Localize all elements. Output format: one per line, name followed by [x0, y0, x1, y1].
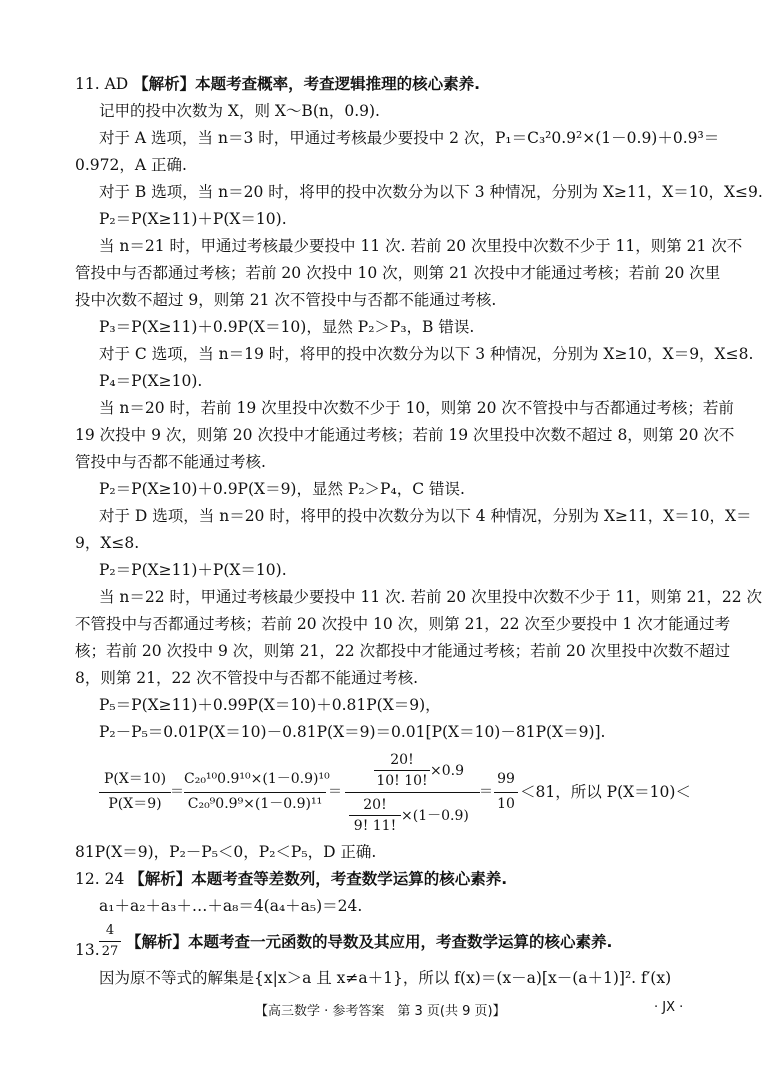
q11-line: P₃＝P(X≥11)＋0.9P(X＝10)，显然 P₂＞P₃，B 错误.	[99, 318, 475, 336]
multiplier: ×(1－0.9)	[401, 808, 469, 824]
q11-last-line: 81P(X＝9)，P₂－P₅＜0，P₂＜P₅，D 正确.	[75, 843, 377, 861]
q12-header	[75, 869, 507, 889]
inner-denominator: 10! 10!	[376, 773, 428, 789]
q11-line: 0.972，A 正确.	[75, 156, 187, 174]
q11-line: 管投中与否都通过考核；若前 20 次投中 10 次，则第 21 次投中才能通过考核；若前 20 次里	[75, 264, 721, 282]
q11-number: 11. AD	[75, 75, 129, 93]
q11-line: 9，X≤8.	[75, 534, 140, 552]
q13-header	[126, 932, 612, 952]
q12-topic: 本题考查等差数列，考查数学运算的核心素养.	[191, 870, 508, 888]
q11-header	[75, 74, 480, 94]
q11-line: 管投中与否都不能通过考核.	[75, 453, 266, 471]
q13-topic: 本题考查一元函数的导数及其应用，考查数学运算的核心素养.	[188, 933, 613, 951]
fraction-bar	[99, 792, 171, 793]
inner-numerator: 20!	[390, 752, 414, 768]
q11-line: 当 n＝21 时，甲通过考核最少要投中 11 次. 若前 20 次里投中次数不少于 11，则第 21 次不	[99, 237, 743, 255]
q11-line: 记甲的投中次数为 X，则 X～B(n，0.9).	[99, 102, 380, 120]
q11-line: P₂＝P(X≥10)＋0.9P(X＝9)，显然 P₂＞P₄，C 错误.	[99, 480, 465, 498]
q11-line: P₅＝P(X≥11)＋0.99P(X＝10)＋0.81P(X＝9)，	[99, 696, 441, 714]
q11-line: 对于 C 选项，当 n＝19 时，将甲的投中次数分为以下 3 种情况，分别为 X≥10，X＝9，X≤8.	[99, 345, 754, 363]
fraction-denominator: P(X＝9)	[108, 796, 162, 812]
answer-numerator: 4	[105, 923, 115, 938]
q11-line: 19 次投中 9 次，则第 20 次投中才能通过考核；若前 19 次里投中次数不超过 8，则第 20 次不	[75, 426, 735, 444]
q11-line: P₂＝P(X≥11)＋P(X＝10).	[99, 210, 287, 228]
fraction-numerator: C₂₀¹⁰0.9¹⁰×(1－0.9)¹⁰	[184, 771, 330, 787]
q12-number: 12. 24	[75, 870, 125, 888]
inner-fraction-bar	[349, 815, 401, 816]
q13-tag: 【解析】	[126, 933, 189, 951]
equation-tail: ＜81，所以 P(X＝10)＜	[520, 783, 691, 801]
q11-line: 对于 D 选项，当 n＝20 时，将甲的投中次数分为以下 4 种情况，分别为 X≥11，X＝10，X＝	[99, 507, 752, 525]
q13-line: 因为原不等式的解集是{x|x＞a 且 x≠a＋1}，所以 f(x)＝(x－a)[x－(a＋1)]². f′(x)	[99, 969, 672, 987]
q11-tag: 【解析】	[133, 75, 196, 93]
equals-sign: ＝	[479, 784, 493, 800]
q12-line: a₁＋a₂＋a₃＋…＋a₈＝4(a₄＋a₅)＝24.	[99, 897, 363, 915]
fraction-bar	[494, 792, 518, 793]
fraction-bar	[184, 792, 326, 793]
q13-number: 13.	[75, 941, 100, 959]
fraction-numerator: 99	[497, 771, 515, 787]
q11-line: 当 n＝22 时，甲通过考核最少要投中 11 次. 若前 20 次里投中次数不少于 11，则第 21，22 次	[99, 588, 763, 606]
answer-fraction-bar	[99, 941, 121, 942]
q12-tag: 【解析】	[129, 870, 192, 888]
fraction-numerator: P(X＝10)	[103, 771, 167, 787]
inner-denominator: 9! 11!	[353, 818, 397, 834]
equals-sign: ＝	[170, 784, 184, 800]
footer-code: · JX ·	[654, 1000, 684, 1015]
equals-sign: ＝	[328, 784, 342, 800]
q11-line: 投中次数不超过 9，则第 21 次不管投中与否都不能通过考核.	[75, 291, 497, 309]
q11-line: 不管投中与否都通过考核；若前 20 次投中 10 次，则第 21，22 次至少要投中 1 次才能通过考	[75, 615, 731, 633]
q11-line: P₂＝P(X≥11)＋P(X＝10).	[99, 561, 287, 579]
multiplier: ×0.9	[430, 763, 464, 779]
fraction-denominator: C₂₀⁹0.9⁹×(1－0.9)¹¹	[187, 796, 323, 812]
q11-line: 当 n＝20 时，若前 19 次里投中次数不少于 10，则第 20 次不管投中与否都通过考核；若前	[99, 399, 734, 417]
q11-topic: 本题考查概率，考查逻辑推理的核心素养.	[195, 75, 481, 93]
q11-line: P₂－P₅＝0.01P(X＝10)－0.81P(X＝9)＝0.01[P(X＝10)－81P(X＝9)].	[99, 723, 606, 741]
inner-numerator: 20!	[363, 797, 387, 813]
q11-line: 核；若前 20 次投中 9 次，则第 21，22 次都投中才能通过考核；若前 20 次里投中次数不超过	[75, 642, 731, 660]
inner-fraction-bar	[374, 770, 430, 771]
q11-line: 8，则第 21，22 次不管投中与否都不能通过考核.	[75, 669, 419, 687]
answer-denominator: 27	[101, 944, 119, 959]
page-footer: 【高三数学 · 参考答案 第 3 页(共 9 页)】	[255, 1004, 506, 1019]
fraction-denominator: 10	[497, 796, 515, 812]
q11-line: P₄＝P(X≥10).	[99, 372, 203, 390]
fraction-bar	[345, 792, 480, 793]
q11-line: 对于 A 选项，当 n＝3 时，甲通过考核最少要投中 2 次，P₁＝C₃²0.9²×(1－0.9)＋0.9³＝	[99, 129, 720, 147]
q11-line: 对于 B 选项，当 n＝20 时，将甲的投中次数分为以下 3 种情况，分别为 X≥11，X＝10，X≤9.	[99, 183, 763, 201]
